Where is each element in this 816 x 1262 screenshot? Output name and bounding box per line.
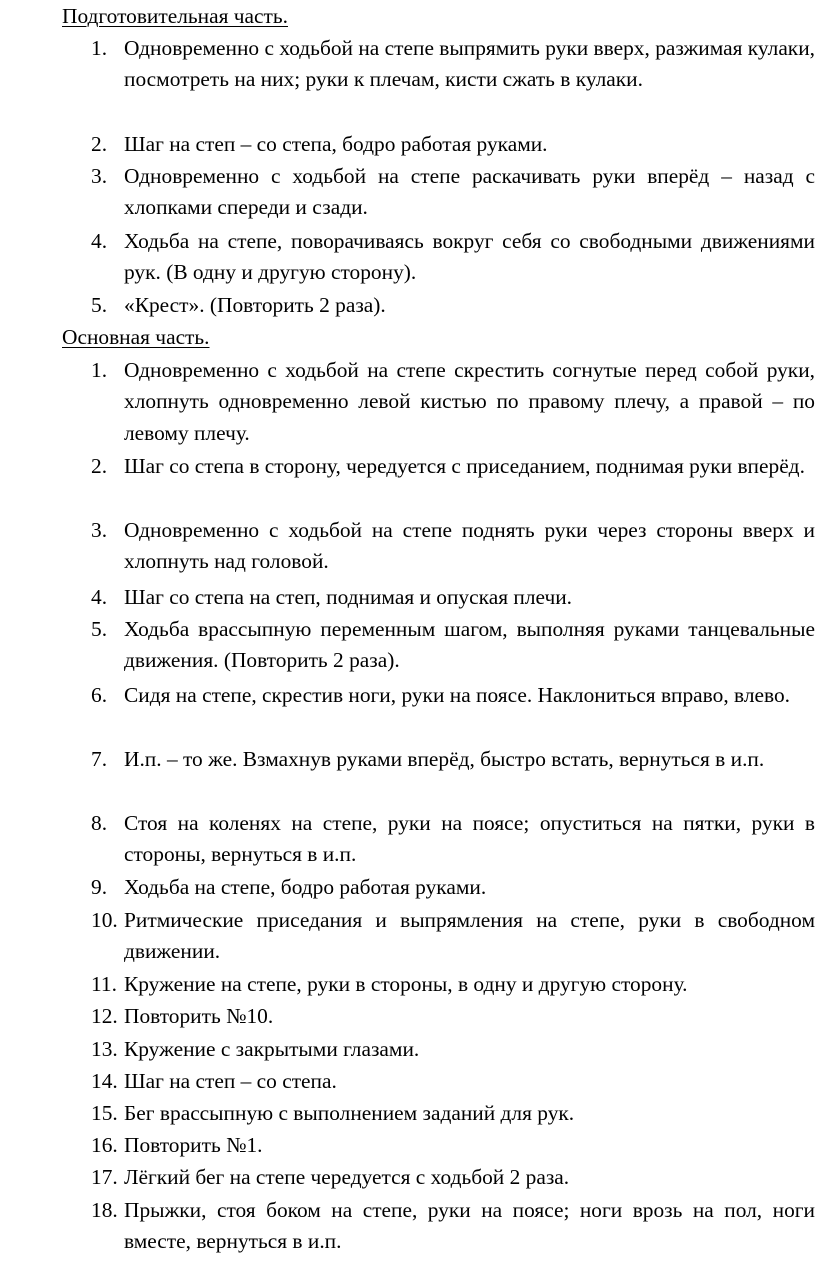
list-item-number: 3.: [91, 164, 108, 188]
list-item-number: 2.: [91, 454, 108, 478]
list-item-number: 10.: [91, 908, 118, 932]
list-item: [91, 1066, 815, 1097]
list-item: [91, 226, 815, 289]
list-item-number: 6.: [91, 683, 108, 707]
list-item-number: 5.: [91, 617, 108, 641]
section-heading-main: Основная часть.: [62, 325, 210, 349]
list-item-number: 4.: [91, 229, 108, 253]
list-item: [91, 680, 815, 711]
list-item-text: Кружение с закрытыми глазами.: [124, 1037, 420, 1061]
list-item: [91, 161, 815, 224]
list-item-number: 2.: [91, 132, 108, 156]
list-item-number: 7.: [91, 747, 108, 771]
list-item-number: 1.: [91, 36, 108, 60]
list-item: [91, 1162, 815, 1193]
list-item-text: Шаг на степ – со степа, бодро работая руками.: [124, 132, 548, 156]
list-item-text: Ходьба на степе, бодро работая руками.: [124, 875, 487, 899]
list-item-text: Одновременно с ходьбой на степе раскачивать руки вперёд – назад с хлопками спереди и сзади.: [124, 164, 815, 220]
list-item-number: 8.: [91, 811, 108, 835]
list-item: [91, 744, 815, 775]
list-item-text: Ритмические приседания и выпрямления на степе, руки в свободном движении.: [124, 908, 815, 964]
list-item-text: Шаг со степа в сторону, чередуется с приседанием, поднимая руки вперёд.: [124, 454, 805, 478]
list-item-text: Повторить №1.: [124, 1133, 263, 1157]
list-item-number: 5.: [91, 293, 108, 317]
list-item-number: 1.: [91, 358, 108, 382]
list-item: [91, 290, 815, 321]
list-item: [91, 451, 815, 482]
list-item-text: Одновременно с ходьбой на степе скрестить согнутые перед собой руки, хлопнуть одновременно левой кистью по правому плечу, а правой – по левому плечу.: [124, 358, 815, 445]
list-item-text: Ходьба на степе, поворачиваясь вокруг себя со свободными движениями рук. (В одну и другую сторону).: [124, 229, 815, 285]
list-item-text: Ходьба врассыпную переменным шагом, выполняя руками танцевальные движения. (Повторить 2 раза).: [124, 617, 815, 673]
list-item-number: 14.: [91, 1069, 118, 1093]
list-item: [91, 515, 815, 578]
list-item: [91, 1130, 815, 1161]
list-item-number: 13.: [91, 1037, 118, 1061]
list-item: [91, 355, 815, 449]
list-item-text: Прыжки, стоя боком на степе, руки на поясе; ноги врозь на пол, ноги вместе, вернуться в и.п.: [124, 1198, 815, 1254]
list-item: [91, 33, 815, 96]
list-item-text: Стоя на коленях на степе, руки на поясе; опуститься на пятки, руки в стороны, вернуться в и.п.: [124, 811, 815, 867]
list-item-text: И.п. – то же. Взмахнув руками вперёд, быстро встать, вернуться в и.п.: [124, 747, 765, 771]
list-item: [91, 1195, 815, 1258]
list-item-number: 11.: [91, 972, 117, 996]
list-item: [91, 872, 815, 903]
list-item-number: 15.: [91, 1101, 118, 1125]
list-item: [91, 1001, 815, 1032]
list-item: [91, 614, 815, 677]
list-item-number: 4.: [91, 585, 108, 609]
list-item: [91, 969, 815, 1000]
list-item: [91, 808, 815, 871]
list-item-text: Сидя на степе, скрестив ноги, руки на поясе. Наклониться вправо, влево.: [124, 683, 791, 707]
section-heading-preparatory: Подготовительная часть.: [62, 4, 288, 28]
list-item: [91, 905, 815, 968]
list-item-text: Лёгкий бег на степе чередуется с ходьбой 2 раза.: [124, 1165, 570, 1189]
list-item-text: Повторить №10.: [124, 1004, 274, 1028]
list-item-text: Бег врассыпную с выполнением заданий для рук.: [124, 1101, 575, 1125]
list-item-number: 12.: [91, 1004, 118, 1028]
list-item-text: Одновременно с ходьбой на степе выпрямить руки вверх, разжимая кулаки, посмотреть на них; руки к плечам, кисти сжать в кулаки.: [124, 36, 815, 92]
list-item-number: 16.: [91, 1133, 118, 1157]
list-item: [91, 1034, 815, 1065]
list-item-text: «Крест». (Повторить 2 раза).: [124, 293, 386, 317]
list-item-text: Шаг со степа на степ, поднимая и опуская плечи.: [124, 585, 573, 609]
list-item-text: Кружение на степе, руки в стороны, в одну и другую сторону.: [124, 972, 688, 996]
list-item-number: 3.: [91, 518, 108, 542]
list-item-number: 9.: [91, 875, 108, 899]
list-item: [91, 129, 815, 160]
list-item-text: Шаг на степ – со степа.: [124, 1069, 337, 1093]
list-item-number: 17.: [91, 1165, 118, 1189]
list-item: [91, 1098, 815, 1129]
list-item-number: 18.: [91, 1198, 118, 1222]
list-item-text: Одновременно с ходьбой на степе поднять руки через стороны вверх и хлопнуть над головой.: [124, 518, 815, 574]
list-item: [91, 582, 815, 613]
